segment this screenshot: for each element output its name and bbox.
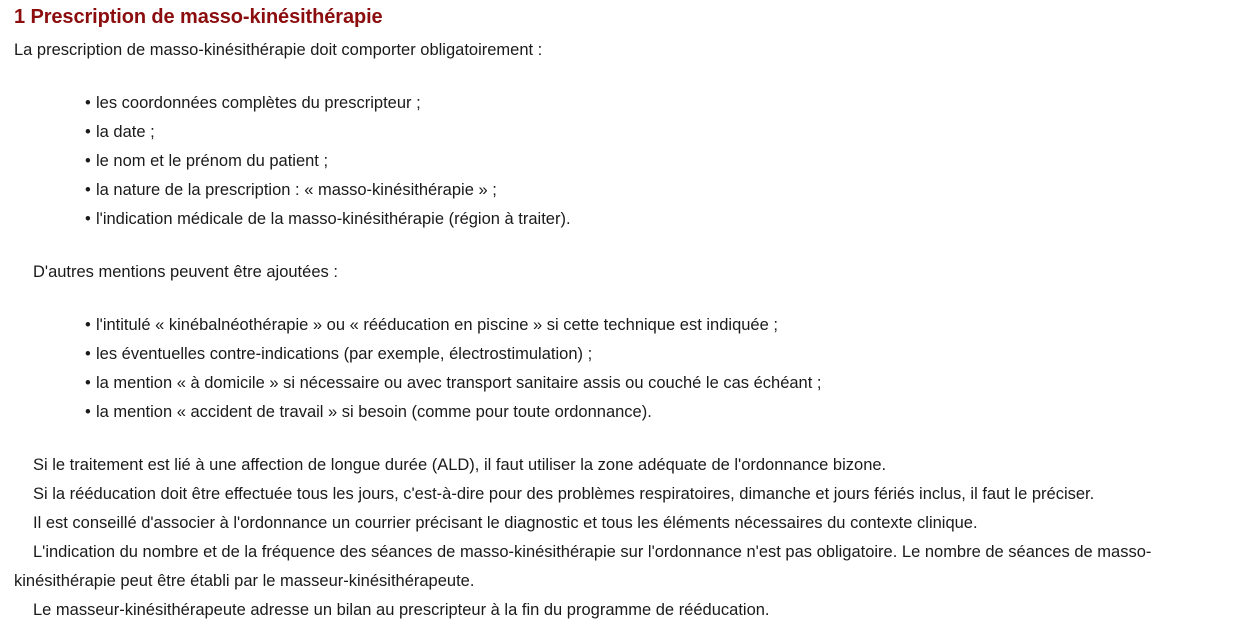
mandatory-list [14, 89, 1239, 234]
intro-text: La prescription de masso-kinésithérapie doit comporter obligatoirement : [14, 41, 543, 59]
notes-block [14, 451, 1239, 625]
list-item: • la mention « à domicile » si nécessaire ou avec transport sanitaire assis ou couché le cas échéant ; [85, 369, 1239, 398]
paragraph-ald: Si le traitement est lié à une affection de longue durée (ALD), il faut utiliser la zone adéquate de l'ordonnance bizone. [33, 456, 887, 474]
optional-list [14, 311, 1239, 427]
list-item: • l'indication médicale de la masso-kinésithérapie (région à traiter). [85, 205, 1239, 234]
list-item: • la nature de la prescription : « masso-kinésithérapie » ; [85, 176, 1239, 205]
list-item: • les éventuelles contre-indications (par exemple, électrostimulation) ; [85, 340, 1239, 369]
optional-intro-text: D'autres mentions peuvent être ajoutées : [33, 263, 338, 281]
list-item: • la mention « accident de travail » si besoin (comme pour toute ordonnance). [85, 398, 1239, 427]
list-item: • l'intitulé « kinébalnéothérapie » ou « rééducation en piscine » si cette technique est indiquée ; [85, 311, 1239, 340]
paragraph-daily: Si la rééducation doit être effectuée tous les jours, c'est-à-dire pour des problèmes respiratoires, dimanche et jours fériés inclus, il faut le préciser. [33, 485, 1095, 503]
paragraph-sessions: L'indication du nombre et de la fréquence des séances de masso-kinésithérapie sur l'ordonnance n'est pas obligatoire. Le nombre de séances de masso-kinésithérapie peut être établi par le masseur-kinésithérapeute. [14, 543, 1152, 590]
paragraph-report: Le masseur-kinésithérapeute adresse un bilan au prescripteur à la fin du programme de rééducation. [33, 601, 770, 619]
paragraph-letter: Il est conseillé d'associer à l'ordonnance un courrier précisant le diagnostic et tous les éléments nécessaires du contexte clinique. [33, 514, 978, 532]
list-item: • la date ; [85, 118, 1239, 147]
list-item: • le nom et le prénom du patient ; [85, 147, 1239, 176]
section-title: 1 Prescription de masso-kinésithérapie [14, 6, 383, 28]
list-item: • les coordonnées complètes du prescripteur ; [85, 89, 1239, 118]
